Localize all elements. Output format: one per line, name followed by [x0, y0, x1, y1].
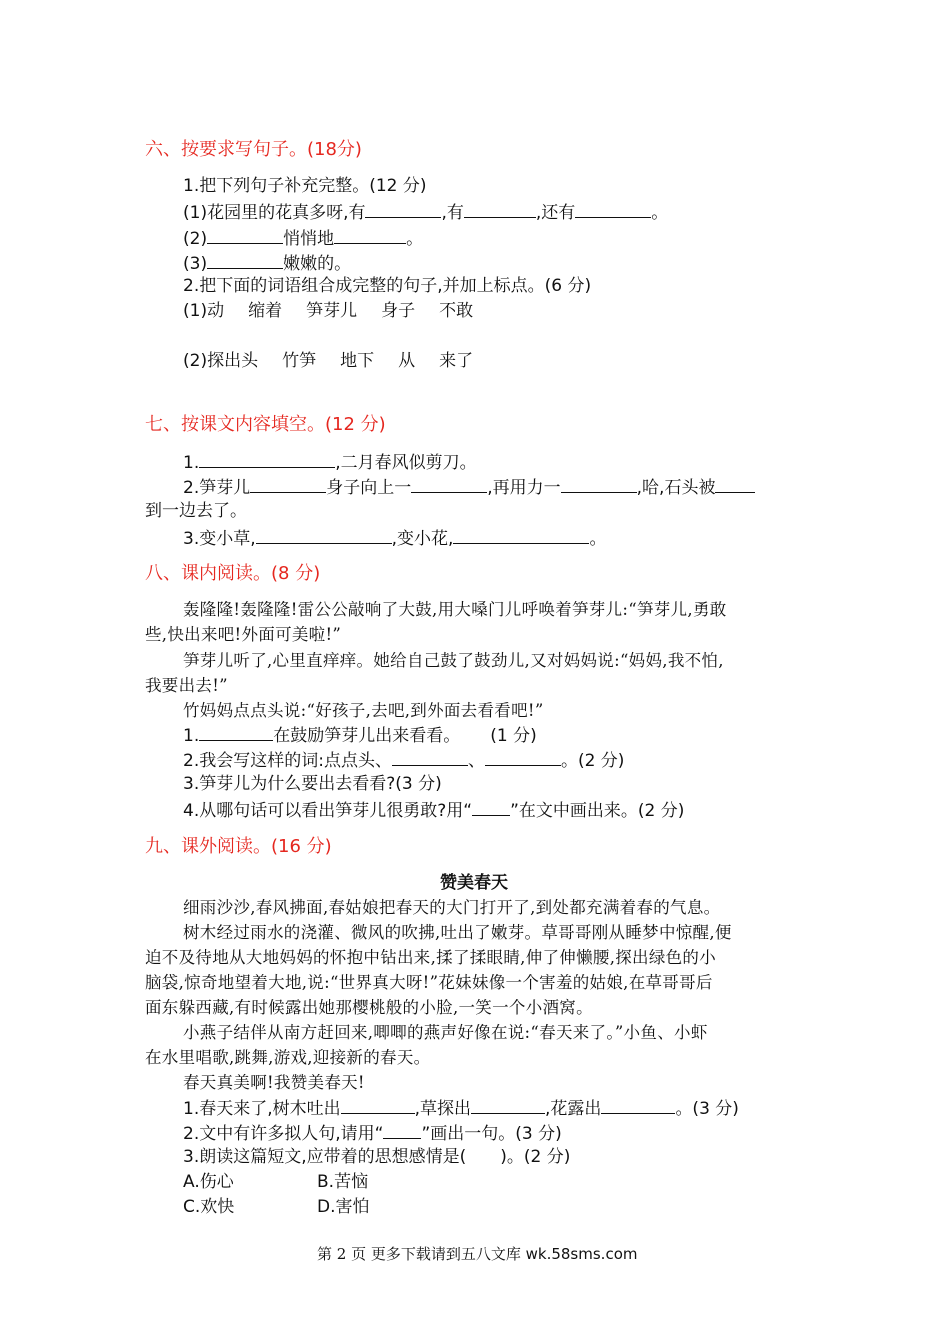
s9-passage-line: 小燕子结伴从南方赶回来,唧唧的燕声好像在说:“春天来了。”小鱼、小虾: [183, 1023, 708, 1042]
option-a[interactable]: A.伤心: [183, 1172, 234, 1192]
underline-mark: [383, 1121, 421, 1139]
footer-text: 第 2 页 更多下载请到五八文库: [317, 1245, 526, 1263]
s9-passage-line: 在水里唱歌,跳舞,游戏,迎接新的春天。: [145, 1048, 431, 1067]
s6-q1: 1.把下列句子补充完整。(12 分): [183, 176, 427, 196]
section-8-heading: 八、课内阅读。(8 分): [145, 563, 321, 584]
answer-blank[interactable]: [392, 748, 468, 766]
s7-q2: 2.笋芽儿 身子向上一 ,再用力一 ,哈,石头被: [183, 475, 755, 499]
underline-mark: [472, 798, 510, 816]
option-b[interactable]: B.苦恼: [317, 1172, 369, 1192]
s9-q2: 2.文中有许多拟人句,请用“ ”画出一句。(3 分): [183, 1121, 562, 1145]
s6-q2-1: (1)动 缩着 笋芽儿 身子 不敢: [183, 301, 474, 321]
answer-blank[interactable]: [365, 200, 441, 218]
answer-blank[interactable]: [561, 475, 637, 493]
s6-q2-2: (2)探出头 竹笋 地下 从 来了: [183, 351, 474, 371]
s6-q1-2: (2) 悄悄地 。: [183, 226, 423, 250]
section-9-heading: 九、课外阅读。(16 分): [145, 836, 332, 857]
answer-blank[interactable]: [453, 526, 589, 544]
section-7-heading: 七、按课文内容填空。(12 分): [145, 414, 386, 435]
s6-q1-3: (3) 嫩嫩的。: [183, 251, 351, 275]
answer-blank[interactable]: [464, 200, 536, 218]
answer-blank[interactable]: [199, 723, 273, 741]
answer-blank[interactable]: [601, 1096, 675, 1114]
s8-passage-line: 竹妈妈点点头说:“好孩子,去吧,到外面去看看吧!”: [183, 701, 544, 720]
answer-blank[interactable]: [715, 475, 755, 493]
s9-passage-line: 细雨沙沙,春风拂面,春姑娘把春天的大门打开了,到处都充满着春的气息。: [183, 898, 721, 917]
s8-q3: 3.笋芽儿为什么要出去看看?(3 分): [183, 774, 442, 794]
s9-passage-line: 树木经过雨水的浇灌、微风的吹拂,吐出了嫩芽。草哥哥刚从睡梦中惊醒,便: [183, 923, 732, 942]
s8-q1: 1. 在鼓励笋芽儿出来看看。 (1 分): [183, 723, 537, 747]
s9-passage-line: 春天真美啊!我赞美春天!: [183, 1073, 365, 1092]
s8-q4: 4.从哪句话可以看出笋芽儿很勇敢?用“ ”在文中画出来。(2 分): [183, 798, 684, 822]
answer-blank[interactable]: [334, 226, 406, 244]
s8-passage-line: 轰隆隆!轰隆隆!雷公公敲响了大鼓,用大嗓门儿呼唤着笋芽儿:“笋芽儿,勇敢: [183, 600, 727, 619]
s9-q1: 1.春天来了,树木吐出 ,草探出 ,花露出 。(3 分): [183, 1096, 739, 1120]
answer-blank[interactable]: [485, 748, 561, 766]
s7-q3: 3.变小草, ,变小花, 。: [183, 526, 606, 550]
answer-blank[interactable]: [341, 1096, 415, 1114]
s8-passage-line: 我要出去!”: [145, 676, 228, 695]
answer-blank[interactable]: [250, 475, 326, 493]
answer-blank[interactable]: [207, 251, 283, 269]
page-footer: [317, 1243, 637, 1265]
option-d[interactable]: D.害怕: [317, 1197, 370, 1217]
s9-q3: 3.朗读这篇短文,应带着的思想感情是( )。(2 分): [183, 1147, 571, 1167]
s9-passage-line: 脑袋,惊奇地望着大地,说:“世界真大呀!”花妹妹像一个害羞的姑娘,在草哥哥后: [145, 973, 713, 992]
s8-passage-line: 笋芽儿听了,心里直痒痒。她给自己鼓了鼓劲儿,又对妈妈说:“妈妈,我不怕,: [183, 651, 724, 670]
answer-blank[interactable]: [199, 450, 335, 468]
s7-q1: 1. ,二月春风似剪刀。: [183, 450, 477, 474]
answer-blank[interactable]: [471, 1096, 545, 1114]
answer-blank[interactable]: [207, 226, 283, 244]
section-6-heading: 六、按要求写句子。(18分): [145, 139, 362, 160]
option-c[interactable]: C.欢快: [183, 1197, 235, 1217]
passage-title: 赞美春天: [440, 873, 508, 893]
s9-passage-line: 面东躲西藏,有时候露出她那樱桃般的小脸,一笑一个小酒窝。: [145, 998, 593, 1017]
s7-q2-cont: 到一边去了。: [145, 501, 247, 521]
answer-blank[interactable]: [411, 475, 487, 493]
s9-passage-line: 迫不及待地从大地妈妈的怀抱中钻出来,揉了揉眼睛,伸了伸懒腰,探出绿色的小: [145, 948, 717, 967]
s8-passage-line: 些,快出来吧!外面可美啦!”: [145, 625, 342, 644]
answer-blank[interactable]: [575, 200, 651, 218]
s6-q2: 2.把下面的词语组合成完整的句子,并加上标点。(6 分): [183, 276, 592, 296]
answer-blank[interactable]: [256, 526, 392, 544]
footer-site-link[interactable]: wk.58sms.com: [525, 1245, 638, 1263]
s8-q2: 2.我会写这样的词:点点头、 、 。(2 分): [183, 748, 624, 772]
s6-q1-1: (1)花园里的花真多呀,有 ,有 ,还有 。: [183, 200, 668, 224]
